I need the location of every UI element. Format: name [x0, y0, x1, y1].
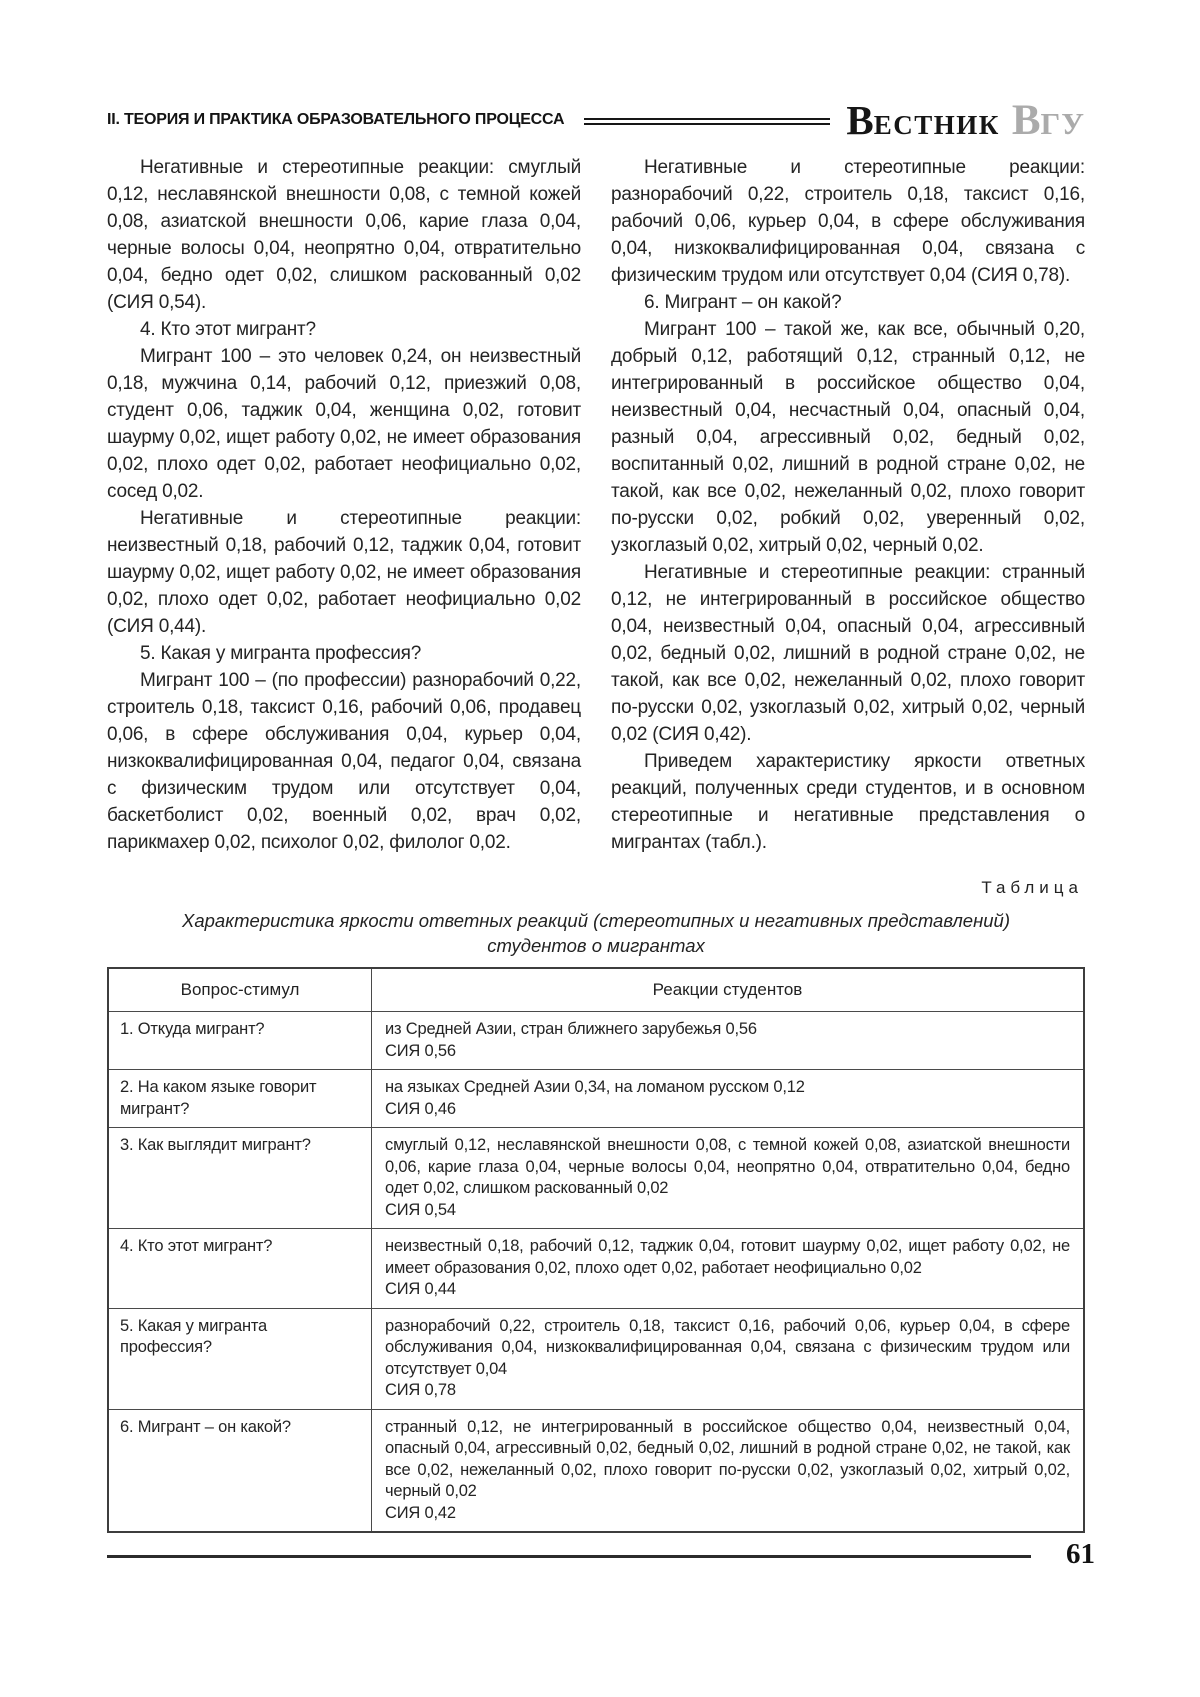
- reactions-cell: [372, 1128, 1084, 1229]
- paragraph: 6. Мигрант – он какой?: [644, 292, 842, 313]
- reactions-cell: [372, 1012, 1084, 1070]
- siya-value: СИЯ 0,56: [385, 1041, 456, 1060]
- siya-value: СИЯ 0,42: [385, 1503, 456, 1522]
- reactions-cell: [372, 1070, 1084, 1128]
- reactions-cell: [372, 1409, 1084, 1532]
- paragraph: Негативные и стереотипные реакции: странный 0,12, не интегрированный в российское общество 0,04, неизвестный 0,04, опасный 0,04, агрессивный 0,02, бедный 0,02, лишний в родной стране 0,02, не такой, как все 0,02, нежеланный 0,02, плохо говорит по-русски 0,02, узкоглазый 0,02, хитрый 0,02, черный 0,02 (СИЯ 0,42).: [611, 562, 1085, 745]
- logo-word1-initial: В: [846, 96, 874, 143]
- reactions-text: на языках Средней Азии 0,34, на ломаном русском 0,12: [385, 1078, 805, 1096]
- question-cell: 2. На каком языке говорит мигрант?: [108, 1070, 372, 1128]
- page-number: 61: [1066, 1538, 1095, 1570]
- table-header-row: [108, 968, 1084, 1012]
- reactions-text: смуглый 0,12, неславянской внешности 0,08, с темной кожей 0,08, азиатской внешности 0,06, карие глаза 0,04, черные волосы 0,04, неопрятно 0,04, отвратительно 0,04, бедно одет 0,02, слишком раскованный 0,02: [385, 1136, 1070, 1197]
- paragraph: 5. Какая у мигранта профессия?: [140, 643, 422, 664]
- footer-rule: [107, 1555, 1031, 1558]
- paragraph: Приведем характеристику яркости ответных реакций, полученных среди студентов, и в основном стереотипные и негативные представления о мигрантах (табл.).: [611, 751, 1085, 853]
- siya-value: СИЯ 0,54: [385, 1200, 456, 1219]
- column-header-reactions: Реакции студентов: [372, 968, 1084, 1012]
- reactions-text: разнорабочий 0,22, строитель 0,18, таксист 0,16, рабочий 0,06, курьер 0,04, в сфере обслуживания 0,04, низкоквалифицированная 0,04, связана с физическим трудом или отсутствует 0,04: [385, 1316, 1070, 1378]
- table-label: Таблица: [981, 878, 1083, 897]
- reactions-cell: [372, 1229, 1084, 1309]
- table-caption-line2: студентов о мигрантах: [487, 935, 705, 956]
- column-header-question: Вопрос-стимул: [108, 968, 372, 1012]
- question-cell: 5. Какая у мигранта профессия?: [108, 1308, 372, 1409]
- paragraph: Негативные и стереотипные реакции: разнорабочий 0,22, строитель 0,18, таксист 0,16, рабочий 0,06, курьер 0,04, в сфере обслуживания 0,04, низкоквалифицированная 0,04, связана с физическим трудом или отсутствует 0,04 (СИЯ 0,78).: [611, 157, 1085, 286]
- table-row: [108, 1128, 1084, 1229]
- paragraph: Мигрант 100 – это человек 0,24, он неизвестный 0,18, мужчина 0,14, рабочий 0,12, приезжий 0,08, студент 0,06, таджик 0,04, женщина 0,02, готовит шаурму 0,02, ищет работу 0,02, не имеет образования 0,02, плохо одет 0,02, работает неофициально 0,02, сосед 0,02.: [107, 346, 581, 502]
- paragraph: 4. Кто этот мигрант?: [140, 319, 316, 340]
- siya-value: СИЯ 0,78: [385, 1381, 456, 1399]
- table-caption: [107, 908, 1085, 958]
- paragraph: Мигрант 100 – такой же, как все, обычный 0,20, добрый 0,12, работящий 0,12, странный 0,12, не интегрированный в российское общество 0,04, неизвестный 0,04, несчастный 0,04, опасный 0,04, разный 0,04, агрессивный 0,02, бедный 0,02, воспитанный 0,02, лишний в родной стране 0,02, не такой, как все 0,02, нежеланный 0,02, плохо говорит по-русски 0,02, робкий 0,02, уверенный 0,02, узкоглазый 0,02, хитрый 0,02, черный 0,02.: [611, 319, 1085, 556]
- table-row: [108, 1308, 1084, 1409]
- question-cell: 4. Кто этот мигрант?: [108, 1229, 372, 1309]
- question-cell: 3. Как выглядит мигрант?: [108, 1128, 372, 1229]
- siya-value: СИЯ 0,44: [385, 1280, 456, 1298]
- logo-word2-initial: В: [1011, 96, 1041, 144]
- journal-logo: [846, 96, 1085, 145]
- header-double-rule: [584, 118, 830, 125]
- table-row: [108, 1229, 1084, 1309]
- table-section: [107, 878, 1085, 1533]
- table-row: [108, 1070, 1084, 1128]
- right-column: [611, 154, 1085, 856]
- article-body: [107, 154, 1085, 856]
- logo-word1-rest: ЕСТНИК: [873, 109, 1000, 140]
- reactions-text: неизвестный 0,18, рабочий 0,12, таджик 0,04, готовит шаурму 0,02, ищет работу 0,02, не имеет образования 0,02, плохо одет 0,02, работает неофициально 0,02: [385, 1237, 1070, 1277]
- question-cell: 1. Откуда мигрант?: [108, 1012, 372, 1070]
- siya-value: СИЯ 0,46: [385, 1099, 456, 1118]
- table-row: [108, 1012, 1084, 1070]
- reactions-text: из Средней Азии, стран ближнего зарубежья 0,56: [385, 1020, 757, 1038]
- paragraph: Негативные и стереотипные реакции: неизвестный 0,18, рабочий 0,12, таджик 0,04, готовит шаурму 0,02, ищет работу 0,02, не имеет образования 0,02, плохо одет 0,02, работает неофициально 0,02 (СИЯ 0,44).: [107, 508, 581, 637]
- section-title: II. ТЕОРИЯ И ПРАКТИКА ОБРАЗОВАТЕЛЬНОГО ПРОЦЕССА: [107, 111, 565, 128]
- paragraph: Мигрант 100 – (по профессии) разнорабочий 0,22, строитель 0,18, таксист 0,16, рабочий 0,06, продавец 0,06, в сфере обслуживания 0,04, курьер 0,04, низкоквалифицированная 0,04, педагог 0,04, связана с физическим трудом или отсутствует 0,04, баскетболист 0,02, военный 0,02, врач 0,02, парикмахер 0,02, психолог 0,02, филолог 0,02.: [107, 670, 581, 853]
- reactions-cell: [372, 1308, 1084, 1409]
- table-body: [108, 1012, 1084, 1533]
- question-cell: 6. Мигрант – он какой?: [108, 1409, 372, 1532]
- page-header: [107, 96, 1085, 144]
- page-footer: [107, 1538, 1095, 1582]
- reactions-table: [107, 967, 1085, 1533]
- reactions-text: странный 0,12, не интегрированный в российское общество 0,04, неизвестный 0,04, опасный 0,04, агрессивный 0,02, бедный 0,02, лишний в родной стране 0,02, не такой, как все 0,02, нежеланный 0,02, плохо говорит по-русски 0,02, узкоглазый 0,02, хитрый 0,02, черный 0,02: [385, 1417, 1070, 1500]
- paragraph: Негативные и стереотипные реакции: смуглый 0,12, неславянской внешности 0,08, с темной кожей 0,08, азиатской внешности 0,06, карие глаза 0,04, черные волосы 0,04, неопрятно 0,04, отвратительно 0,04, бедно одет 0,02, слишком раскованный 0,02 (СИЯ 0,54).: [107, 157, 581, 313]
- logo-word2-rest: ГУ: [1040, 105, 1085, 141]
- left-column: [107, 154, 581, 856]
- table-row: [108, 1409, 1084, 1532]
- table-caption-line1: Характеристика яркости ответных реакций (стереотипных и негативных представлений): [181, 910, 1011, 931]
